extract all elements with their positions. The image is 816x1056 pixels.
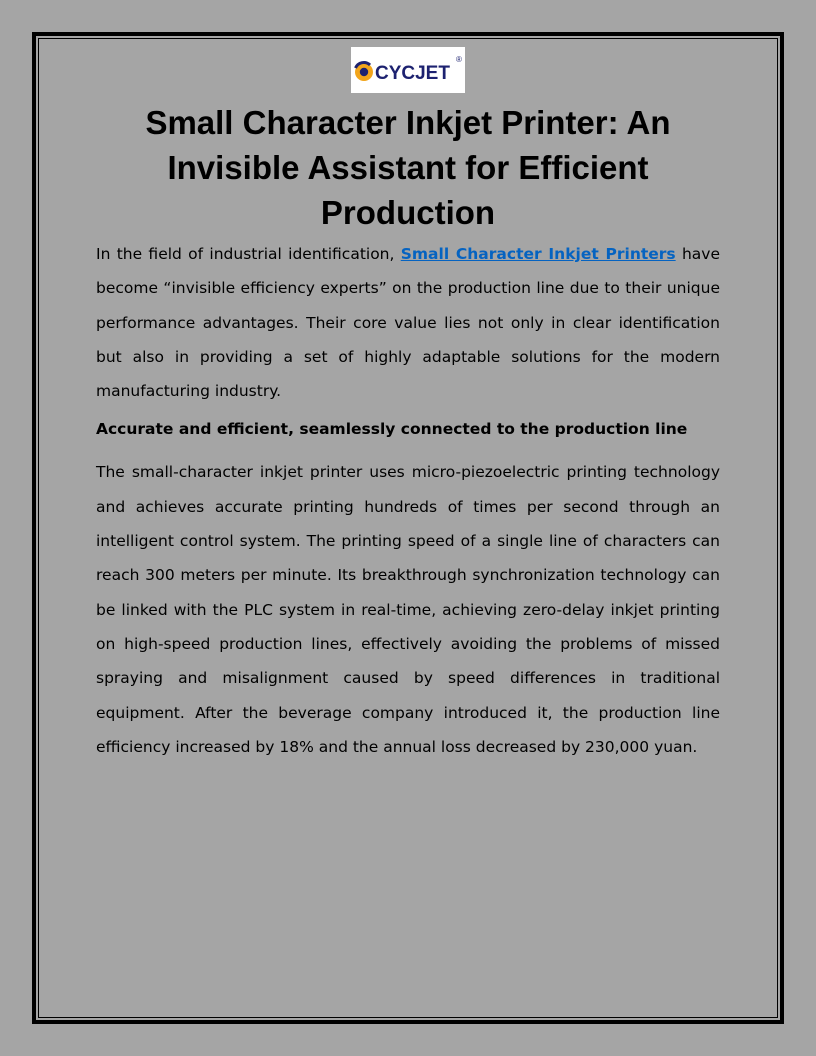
registered-mark: ® [456,55,462,64]
section-paragraph: The small-character inkjet printer uses micro-piezoelectric printing technology and achieves accurate printing hundreds of times per second through an intelligent control system. The printing speed of a single line of characters can reach 300 meters per minute. Its breakthrough synchronization technology can be linked with the PLC system in real-time, achieving zero-delay inkjet printing on high-speed production lines, effectively avoiding the problems of missed spraying and misalignment caused by speed differences in traditional equipment. After the beverage company introduced it, the production line efficiency increased by 18% and the annual loss decreased by 230,000 yuan. [96,463,720,756]
cycjet-logo [351,47,465,93]
intro-text-after-link: have become “invisible efficiency experts” on the production line due to their unique performance advantages. Their core value lies not only in clear identification but also in providing a set of highly adaptable solutions for the modern manufacturing industry. [96,245,720,401]
small-character-inkjet-printers-link[interactable]: Small Character Inkjet Printers [400,245,676,263]
section-heading: Accurate and efficient, seamlessly connected to the production line [96,420,688,439]
document-body [96,237,720,764]
cycjet-logo-graphic [353,52,463,88]
intro-paragraph [96,237,720,408]
logo-wordmark: CYCJET [375,63,450,84]
intro-text-before-link: In the field of industrial identification, [96,245,401,263]
document-title: Small Character Inkjet Printer: An Invisible Assistant for Efficient Production [145,104,671,231]
